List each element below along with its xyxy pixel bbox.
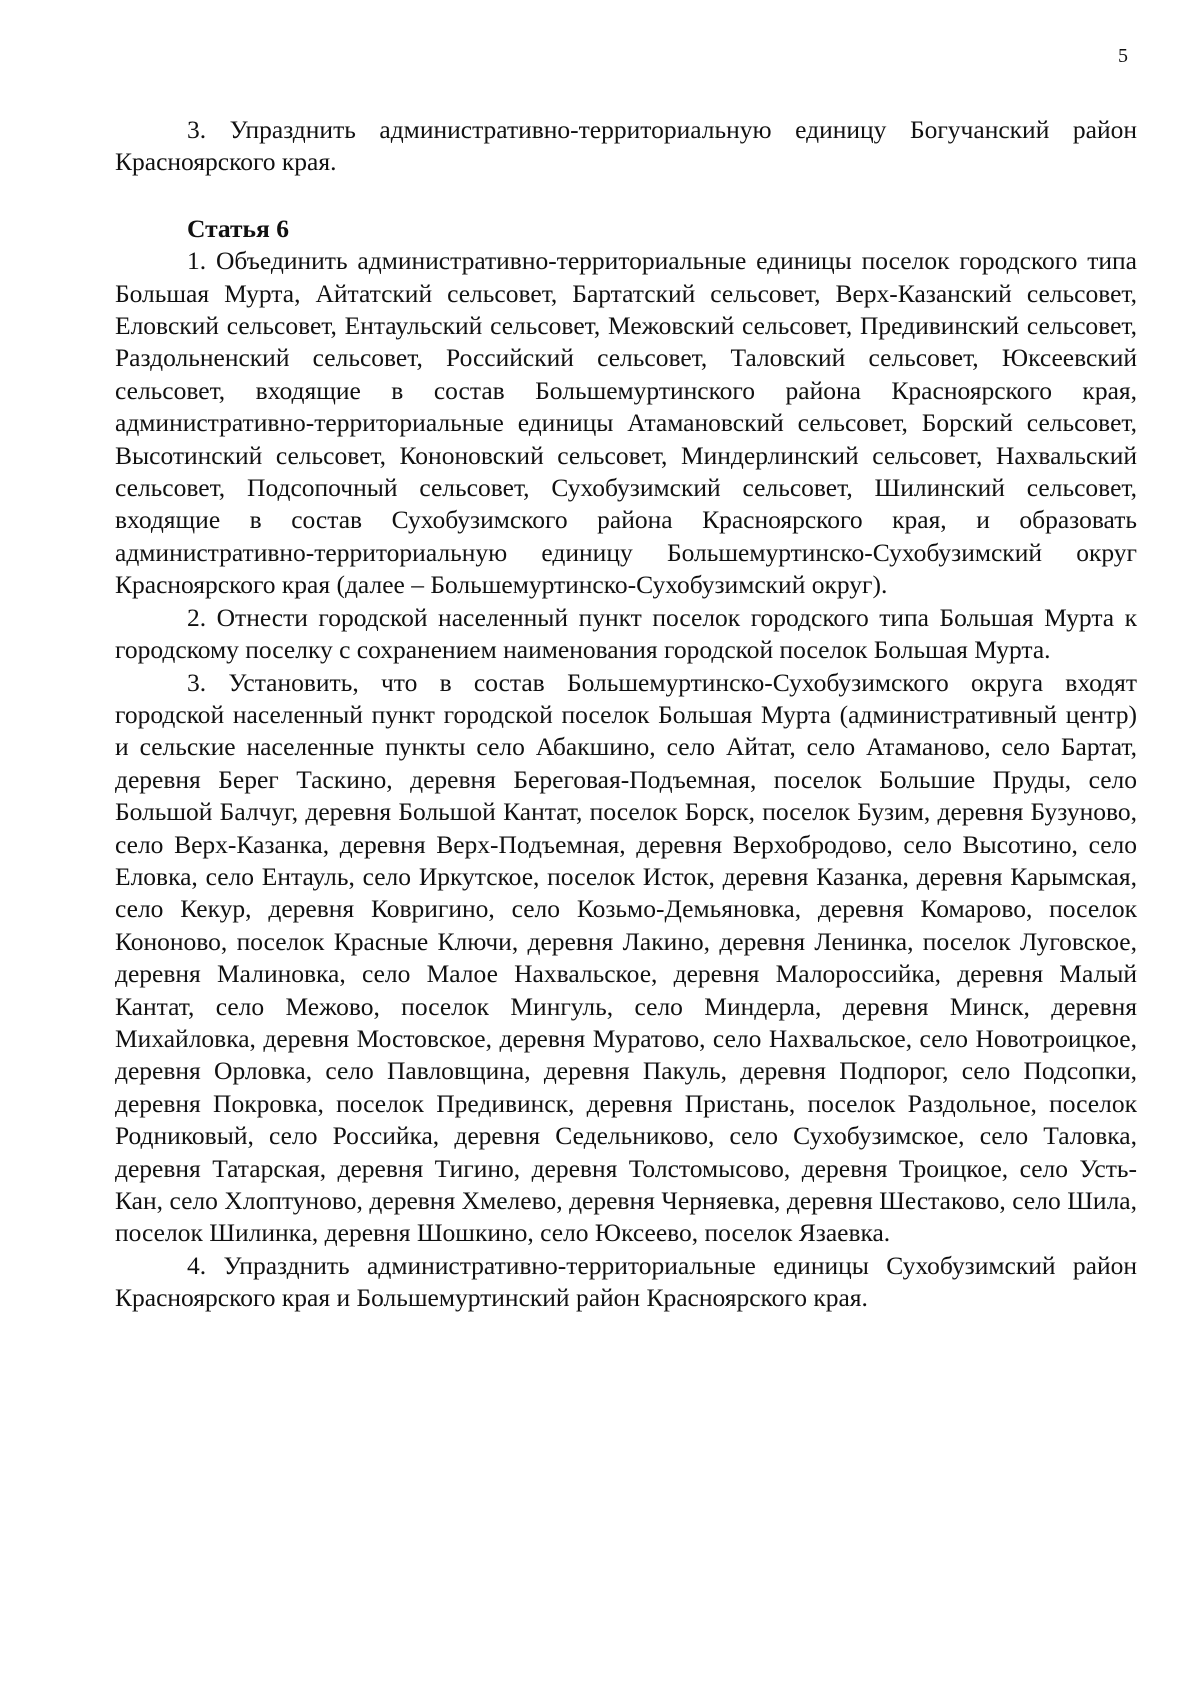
page-number: 5 [1118,45,1128,67]
article-heading: Статья 6 [187,213,289,243]
document-body [115,114,1137,1315]
article-paragraph-1: 1. Объединить административно-территориальные единицы поселок городского типа Большая Мурта, Айтатский сельсовет, Бартатский сельсовет, Верх-Казанский сельсовет, Еловский сельсовет, Ентаульский сельсовет, Межовский сельсовет, Предивинский сельсовет, Раздольненский сельсовет, Российский сельсовет, Таловский сельсовет, Юксеевский сельсовет, входящие в состав Большемуртинского района Красноярского края, административно-территориальные единицы Атамановский сельсовет, Борский сельсовет, Высотинский сельсовет, Кононовский сельсовет, Миндерлинский сельсовет, Нахвальский сельсовет, Подсопочный сельсовет, Сухобузимский сельсовет, Шилинский сельсовет, входящие в состав Сухобузимского района Красноярского края, и образовать административно-территориальную единицу Большемуртинско-Сухобузимский округ Красноярского края (далее – Большемуртинско-Сухобузимский округ). [115,246,1137,600]
article-paragraph-4: 4. Упразднить административно-территориальные единицы Сухобузимский район Красноярского края и Большемуртинский район Красноярского края. [115,1250,1137,1313]
article-paragraph-3: 3. Установить, что в состав Большемуртинско-Сухобузимского округа входят городской населенный пункт городской поселок Большая Мурта (административный центр) и сельские населенные пункты село Абакшино, село Айтат, село Атаманово, село Бартат, деревня Берег Таскино, деревня Береговая-Подъемная, поселок Большие Пруды, село Большой Балчуг, деревня Большой Кантат, поселок Борск, поселок Бузим, деревня Бузуново, село Верх-Казанка, деревня Верх-Подъемная, деревня Верхобродово, село Высотино, село Еловка, село Ентауль, село Иркутское, поселок Исток, деревня Казанка, деревня Карымская, село Кекур, деревня Ковригино, село Козьмо-Демьяновка, деревня Комарово, поселок Кононово, поселок Красные Ключи, деревня Лакино, деревня Ленинка, поселок Луговское, деревня Малиновка, село Малое Нахвальское, деревня Малороссийка, деревня Малый Кантат, село Межово, поселок Мингуль, село Миндерла, деревня Минск, деревня Михайловка, деревня Мостовское, деревня Муратово, село Нахвальское, село Новотроицкое, деревня Орловка, село Павловщина, деревня Пакуль, деревня Подпорог, село Подсопки, деревня Покровка, поселок Предивинск, деревня Пристань, поселок Раздольное, поселок Родниковый, село Российка, деревня Седельниково, село Сухобузимское, село Таловка, деревня Татарская, деревня Тигино, деревня Толстомысово, деревня Троицкое, село Усть-Кан, село Хлоптуново, деревня Хмелево, деревня Черняевка, деревня Шестаково, село Шила, поселок Шилинка, деревня Шошкино, село Юксеево, поселок Язаевка. [115,667,1137,1248]
paragraph-abolish-boguchansky: 3. Упразднить административно-территориальную единицу Богучанский район Красноярского края. [115,115,1137,177]
article-paragraph-2: 2. Отнести городской населенный пункт поселок городского типа Большая Мурта к городскому поселку с сохранением наименования городской поселок Большая Мурта. [115,602,1137,665]
